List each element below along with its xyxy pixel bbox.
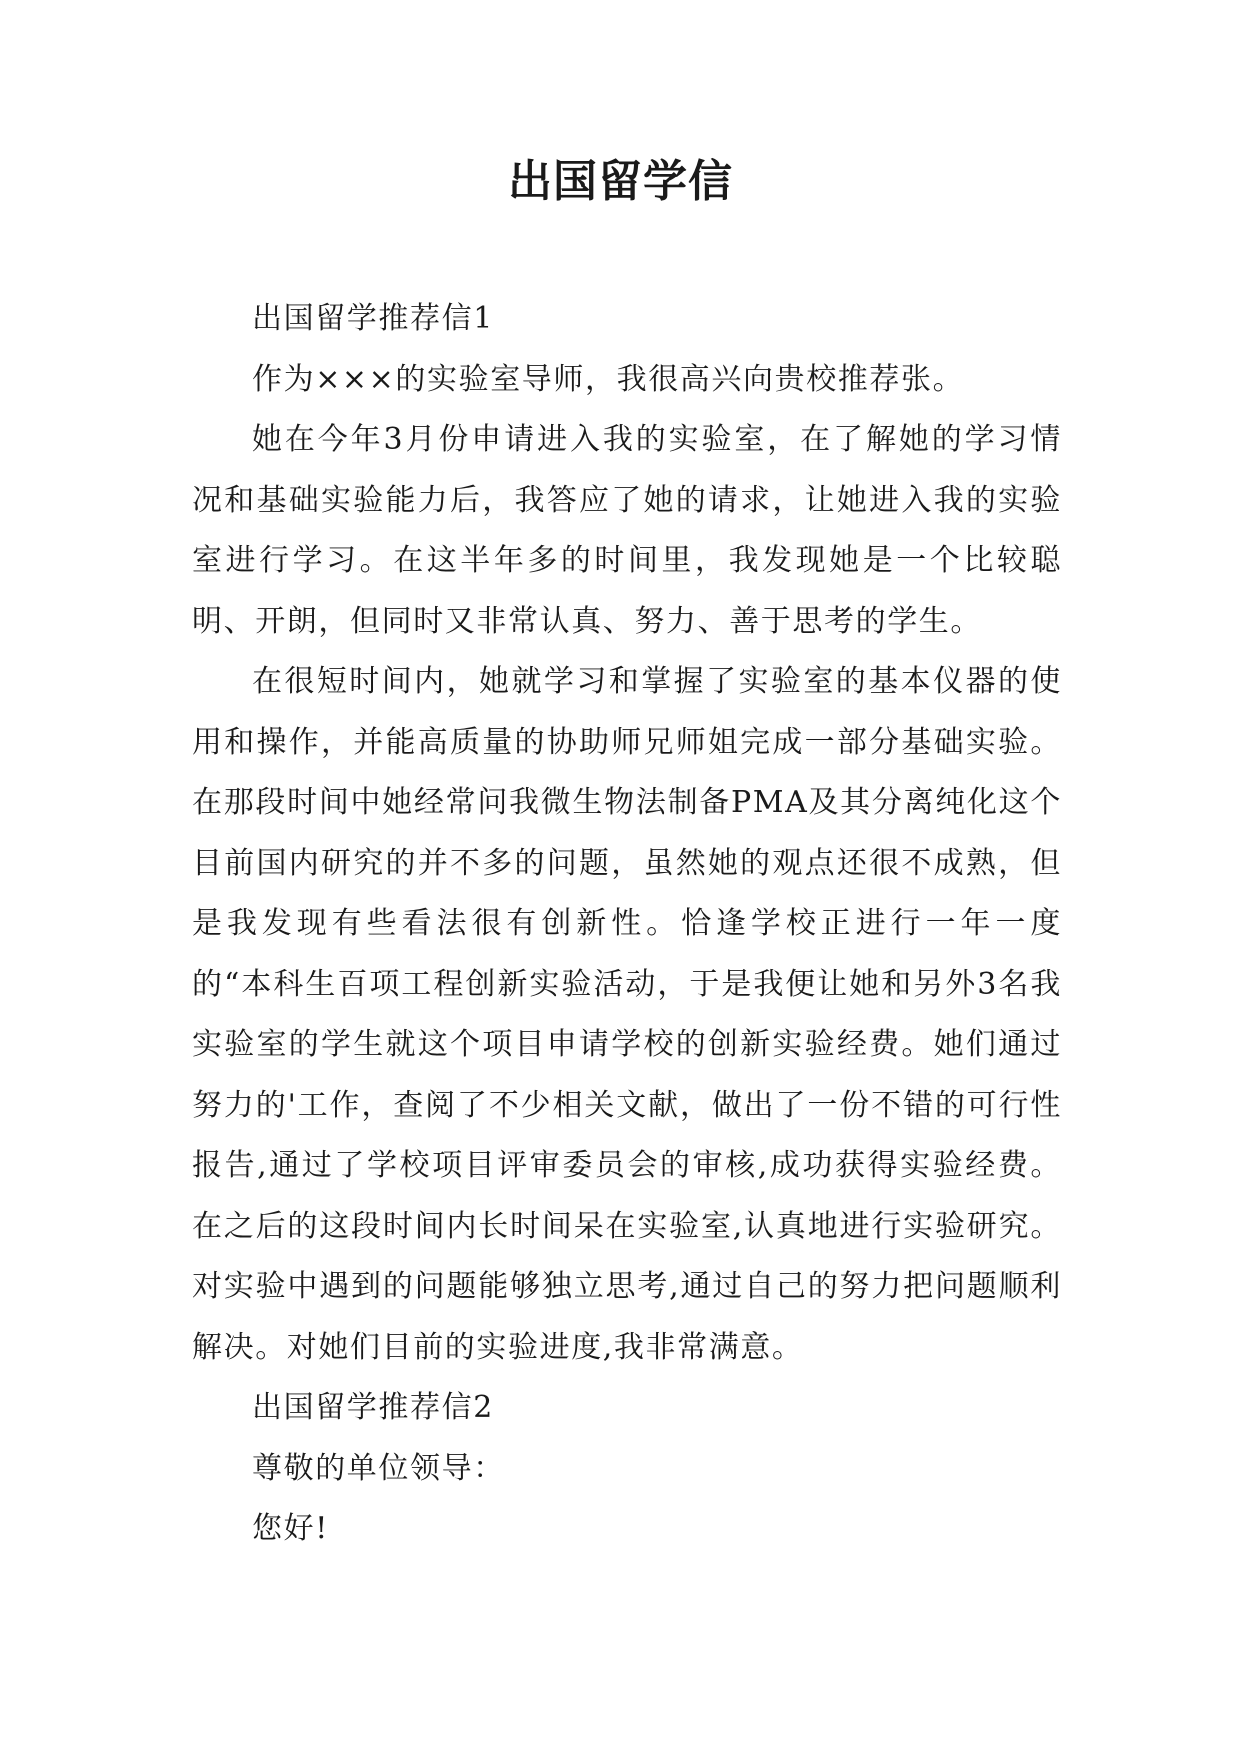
body-paragraph: 在很短时间内，她就学习和掌握了实验室的基本仪器的使用和操作，并能高质量的协助师兄师姐完成一部分基础实验。在那段时间中她经常问我微生物法制备PMA及其分离纯化这个目前国内研究的并不多的问题，虽然她的观点还很不成熟，但是我发现有些看法很有创新性。恰逢学校正进行一年一度的“本科生百项工程创新实验活动，于是我便让她和另外3名我实验室的学生就这个项目申请学校的创新实验经费。她们通过努力的'工作，查阅了不少相关文献，做出了一份不错的可行性报告,通过了学校项目评审委员会的审核,成功获得实验经费。在之后的这段时间内长时间呆在实验室,认真地进行实验研究。对实验中遇到的问题能够独立思考,通过自己的努力把问题顺利解决。对她们目前的实验进度,我非常满意。 <box>192 664 1062 1365</box>
document-title: 出国留学信 <box>508 156 733 207</box>
intro-paragraph: 作为×××的实验室导师，我很高兴向贵校推荐张。 <box>252 361 965 397</box>
body-paragraph: 她在今年3月份申请进入我的实验室，在了解她的学习情况和基础实验能力后，我答应了她的请求，让她进入我的实验室进行学习。在这半年多的时间里，我发现她是一个比较聪明、开朗，但同时又非常认真、努力、善于思考的学生。 <box>192 422 1062 639</box>
section-heading-2: 出国留学推荐信2 <box>252 1390 494 1425</box>
section-heading-1: 出国留学推荐信1 <box>252 301 494 336</box>
salutation: 尊敬的单位领导： <box>252 1450 505 1486</box>
document-body <box>192 289 1062 1560</box>
greeting: 您好! <box>252 1511 329 1546</box>
